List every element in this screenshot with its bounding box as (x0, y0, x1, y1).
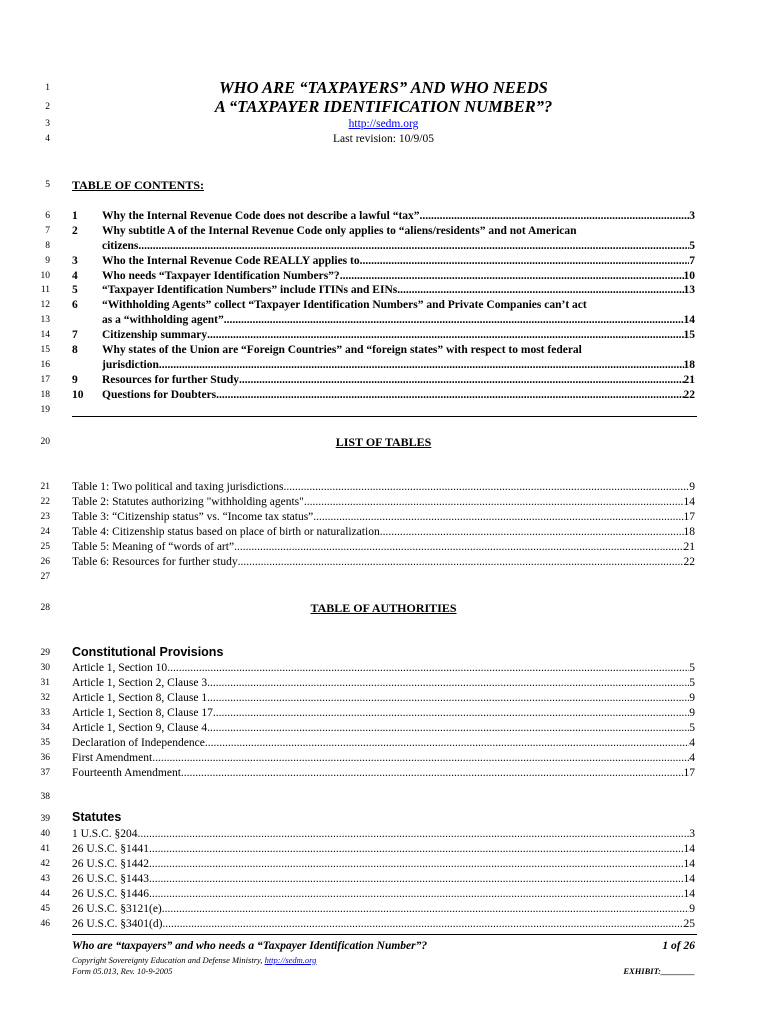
toc-item[interactable] (72, 388, 695, 402)
line-number: 20 (40, 437, 50, 447)
line-number: 27 (40, 572, 50, 582)
line-number: 34 (40, 723, 50, 733)
leader-dots (239, 373, 683, 387)
table-list-item-title: Table 2: Statutes authorizing "withholding agents" (72, 496, 304, 508)
line-number: 37 (40, 768, 50, 778)
footer-form-number: Form 05.013, Rev. 10-9-2005 (72, 966, 173, 976)
authority-item-title: 1 U.S.C. §204 (72, 828, 138, 840)
authority-item-page: 14 (683, 858, 695, 870)
list-of-tables-heading: LIST OF TABLES (335, 435, 432, 449)
authority-item-page: 5 (689, 662, 695, 674)
line-number: 26 (40, 557, 50, 567)
leader-dots (167, 661, 689, 675)
line-number: 19 (40, 405, 50, 415)
line-number: 28 (40, 603, 50, 613)
authority-item[interactable] (72, 872, 695, 886)
leader-dots (207, 328, 683, 342)
leader-dots (340, 269, 684, 283)
table-list-item-page: 9 (689, 481, 695, 493)
line-number: 15 (40, 345, 50, 355)
line-number: 5 (45, 180, 50, 190)
toc-item-number: 10 (72, 389, 84, 401)
authority-item[interactable] (72, 902, 695, 916)
authority-item[interactable] (72, 706, 695, 720)
line-number: 14 (40, 330, 50, 340)
leader-dots (159, 358, 684, 372)
leader-dots (284, 480, 690, 494)
line-number: 2 (45, 102, 50, 112)
toc-item-page: 7 (689, 255, 695, 267)
authority-item-title: Article 1, Section 8, Clause 17 (72, 707, 213, 719)
line-number: 4 (45, 134, 50, 144)
document-title-line-1: WHO ARE “TAXPAYERS” AND WHO NEEDS (219, 78, 548, 97)
authority-item-page: 9 (689, 707, 695, 719)
table-list-item-title: Table 4: Citizenship status based on place of birth or naturalization (72, 526, 380, 538)
toc-item-page: 5 (689, 240, 695, 252)
footer-copyright-text: Copyright Sovereignty Education and Defense Ministry, (72, 955, 265, 965)
table-list-item-page: 17 (683, 511, 695, 523)
line-number: 29 (40, 648, 50, 658)
leader-dots (138, 239, 689, 253)
header-url-wrap (72, 117, 695, 131)
leader-dots (149, 872, 684, 886)
authority-item[interactable] (72, 676, 695, 690)
table-list-item-title: Table 1: Two political and taxing jurisdictions (72, 481, 284, 493)
leader-dots (224, 313, 684, 327)
line-number: 44 (40, 889, 50, 899)
leader-dots (420, 209, 690, 223)
toc-item[interactable] (72, 373, 695, 387)
toc-item-page: 21 (683, 374, 695, 386)
horizontal-rule (72, 416, 697, 417)
toc-item-page: 13 (683, 284, 695, 296)
toc-item-page: 10 (683, 270, 695, 282)
authority-item-title: Article 1, Section 2, Clause 3 (72, 677, 208, 689)
line-number: 17 (40, 375, 50, 385)
line-number: 22 (40, 497, 50, 507)
authority-item[interactable] (72, 736, 695, 750)
line-number: 46 (40, 919, 50, 929)
line-number: 23 (40, 512, 50, 522)
line-number: 25 (40, 542, 50, 552)
document-title-line-2: A “TAXPAYER IDENTIFICATION NUMBER”? (214, 97, 553, 116)
footer-page-number: 1 of 26 (662, 940, 695, 952)
table-list-item[interactable] (72, 525, 695, 539)
authority-item-title: First Amendment (72, 752, 153, 764)
line-number: 13 (40, 315, 50, 325)
authority-item-title: Article 1, Section 9, Clause 4 (72, 722, 208, 734)
authority-item[interactable] (72, 842, 695, 856)
header-url-link[interactable]: http://sedm.org (348, 118, 419, 130)
line-number: 12 (40, 300, 50, 310)
toc-item-page: 15 (683, 329, 695, 341)
toc-item[interactable] (72, 224, 695, 238)
leader-dots (162, 902, 689, 916)
table-list-item[interactable] (72, 555, 695, 569)
line-number: 16 (40, 360, 50, 370)
line-number: 24 (40, 527, 50, 537)
authority-item-title: 26 U.S.C. §3121(e) (72, 903, 162, 915)
authority-item-page: 4 (689, 737, 695, 749)
authority-item-page: 14 (683, 873, 695, 885)
leader-dots (207, 676, 689, 690)
table-list-item-title: Table 6: Resources for further study (72, 556, 238, 568)
toc-item-title: Citizenship summary (102, 329, 208, 341)
toc-item-number: 7 (72, 329, 78, 341)
authority-item-title: Article 1, Section 10 (72, 662, 168, 674)
line-number: 8 (45, 241, 50, 251)
line-number: 10 (40, 271, 50, 281)
authority-item-title: Article 1, Section 8, Clause 1 (72, 692, 208, 704)
authority-item[interactable] (72, 857, 695, 871)
table-list-item-page: 18 (683, 526, 695, 538)
leader-dots (138, 827, 690, 841)
table-of-authorities-heading: TABLE OF AUTHORITIES (310, 601, 457, 615)
authority-item[interactable] (72, 766, 695, 780)
authority-item-title: Declaration of Independence (72, 737, 205, 749)
toc-item-title-continued: as a “withholding agent” (102, 314, 224, 326)
leader-dots (313, 510, 683, 524)
footer-exhibit: EXHIBIT:________ (623, 966, 695, 976)
statutes-heading: Statutes (72, 810, 122, 824)
table-list-item[interactable] (72, 480, 695, 494)
table-list-item-title: Table 5: Meaning of “words of art” (72, 541, 235, 553)
authority-item-page: 5 (689, 722, 695, 734)
toc-item[interactable] (72, 254, 695, 268)
line-number: 32 (40, 693, 50, 703)
toc-item-number: 6 (72, 299, 78, 311)
toc-item[interactable] (72, 283, 695, 297)
line-number: 40 (40, 829, 50, 839)
leader-dots (149, 857, 684, 871)
line-number: 11 (40, 285, 50, 295)
authority-item-page: 25 (683, 918, 695, 930)
authority-item-title: 26 U.S.C. §1442 (72, 858, 149, 870)
leader-dots (162, 917, 683, 931)
table-list-item-page: 14 (683, 496, 695, 508)
toc-item-page: 3 (689, 210, 695, 222)
toc-item-continuation[interactable] (72, 313, 695, 327)
footer-url-link[interactable]: http://sedm.org (264, 955, 317, 965)
toc-item-number: 3 (72, 255, 78, 267)
table-list-item[interactable] (72, 540, 695, 554)
line-number: 1 (45, 83, 50, 93)
line-number: 35 (40, 738, 50, 748)
leader-dots (152, 751, 689, 765)
toc-item-title: Resources for further Study (102, 374, 240, 386)
leader-dots (380, 525, 684, 539)
toc-item[interactable] (72, 269, 695, 283)
leader-dots (304, 495, 684, 509)
toc-item-title: Who the Internal Revenue Code REALLY applies to (102, 255, 360, 267)
line-number: 33 (40, 708, 50, 718)
toc-item-title: Who needs “Taxpayer Identification Numbers”? (102, 270, 340, 282)
table-list-item-title: Table 3: “Citizenship status” vs. “Income tax status” (72, 511, 314, 523)
constitutional-provisions-heading: Constitutional Provisions (72, 645, 224, 659)
line-number: 21 (40, 482, 50, 492)
authority-item-title: 26 U.S.C. §1446 (72, 888, 149, 900)
toc-item-continuation[interactable] (72, 239, 695, 253)
table-list-item[interactable] (72, 510, 695, 524)
authority-item[interactable] (72, 827, 695, 841)
authority-item-title: 26 U.S.C. §3401(d) (72, 918, 163, 930)
toc-item-number: 2 (72, 225, 78, 237)
authority-item-page: 4 (689, 752, 695, 764)
authority-item-page: 17 (683, 767, 695, 779)
leader-dots (397, 283, 683, 297)
toc-item-number: 1 (72, 210, 78, 222)
line-number: 41 (40, 844, 50, 854)
line-number: 43 (40, 874, 50, 884)
toc-item-page: 18 (683, 359, 695, 371)
leader-dots (216, 388, 683, 402)
authority-item-page: 9 (689, 903, 695, 915)
toc-item-number: 4 (72, 270, 78, 282)
toc-item-title: Why the Internal Revenue Code does not describe a lawful “tax” (102, 210, 420, 222)
table-list-item-page: 22 (683, 556, 695, 568)
authority-item-page: 3 (689, 828, 695, 840)
line-number: 42 (40, 859, 50, 869)
line-number: 3 (45, 119, 50, 129)
authority-item[interactable] (72, 721, 695, 735)
leader-dots (149, 842, 684, 856)
authority-item-title: Fourteenth Amendment (72, 767, 181, 779)
toc-item[interactable] (72, 343, 695, 357)
toc-heading: TABLE OF CONTENTS: (72, 178, 205, 192)
authority-item-page: 14 (683, 888, 695, 900)
line-number: 45 (40, 904, 50, 914)
authority-item[interactable] (72, 917, 695, 931)
table-list-item-page: 21 (683, 541, 695, 553)
toc-item-page: 22 (683, 389, 695, 401)
line-number: 6 (45, 211, 50, 221)
authority-item-title: 26 U.S.C. §1443 (72, 873, 149, 885)
authority-item[interactable] (72, 887, 695, 901)
leader-dots (181, 766, 684, 780)
table-list-item[interactable] (72, 495, 695, 509)
authority-item-page: 5 (689, 677, 695, 689)
toc-item-title: “Withholding Agents” collect “Taxpayer Identification Numbers” and Private Companies can’t act (102, 299, 587, 311)
line-number: 36 (40, 753, 50, 763)
line-number: 9 (45, 256, 50, 266)
toc-item[interactable] (72, 298, 695, 312)
line-number: 39 (40, 814, 50, 824)
leader-dots (149, 887, 684, 901)
authority-item-page: 14 (683, 843, 695, 855)
toc-item-number: 5 (72, 284, 78, 296)
leader-dots (360, 254, 690, 268)
authority-item-title: 26 U.S.C. §1441 (72, 843, 149, 855)
footer-form-row (72, 966, 695, 976)
line-number: 31 (40, 678, 50, 688)
line-number: 38 (40, 792, 50, 802)
toc-item-title-continued: jurisdiction (102, 359, 159, 371)
toc-item-continuation[interactable] (72, 358, 695, 372)
toc-item-title-continued: citizens (102, 240, 139, 252)
footer-document-title: Who are “taxpayers” and who needs a “Taxpayer Identification Number”? (72, 940, 428, 952)
toc-item[interactable] (72, 209, 695, 223)
toc-item-number: 9 (72, 374, 78, 386)
leader-dots (234, 540, 683, 554)
leader-dots (213, 706, 689, 720)
toc-item-title: Why subtitle A of the Internal Revenue Code only applies to “aliens/residents” and not American (102, 225, 577, 237)
leader-dots (207, 691, 689, 705)
leader-dots (207, 721, 689, 735)
toc-item-title: “Taxpayer Identification Numbers” include ITINs and EINs (102, 284, 398, 296)
line-number: 7 (45, 226, 50, 236)
toc-item-title: Why states of the Union are “Foreign Countries” and “foreign states” with respect to most federal (102, 344, 582, 356)
footer-title-row (72, 939, 695, 953)
footer-copyright (72, 955, 695, 965)
authority-item[interactable] (72, 661, 695, 675)
authority-item-page: 9 (689, 692, 695, 704)
leader-dots (238, 555, 684, 569)
toc-item-number: 8 (72, 344, 78, 356)
line-number: 30 (40, 663, 50, 673)
line-number: 18 (40, 390, 50, 400)
toc-item-page: 14 (683, 314, 695, 326)
footer-rule (72, 934, 697, 935)
revision-date: Last revision: 10/9/05 (333, 133, 434, 145)
leader-dots (205, 736, 689, 750)
toc-item-title: Questions for Doubters (102, 389, 217, 401)
authority-item[interactable] (72, 691, 695, 705)
toc-item[interactable] (72, 328, 695, 342)
authority-item[interactable] (72, 751, 695, 765)
